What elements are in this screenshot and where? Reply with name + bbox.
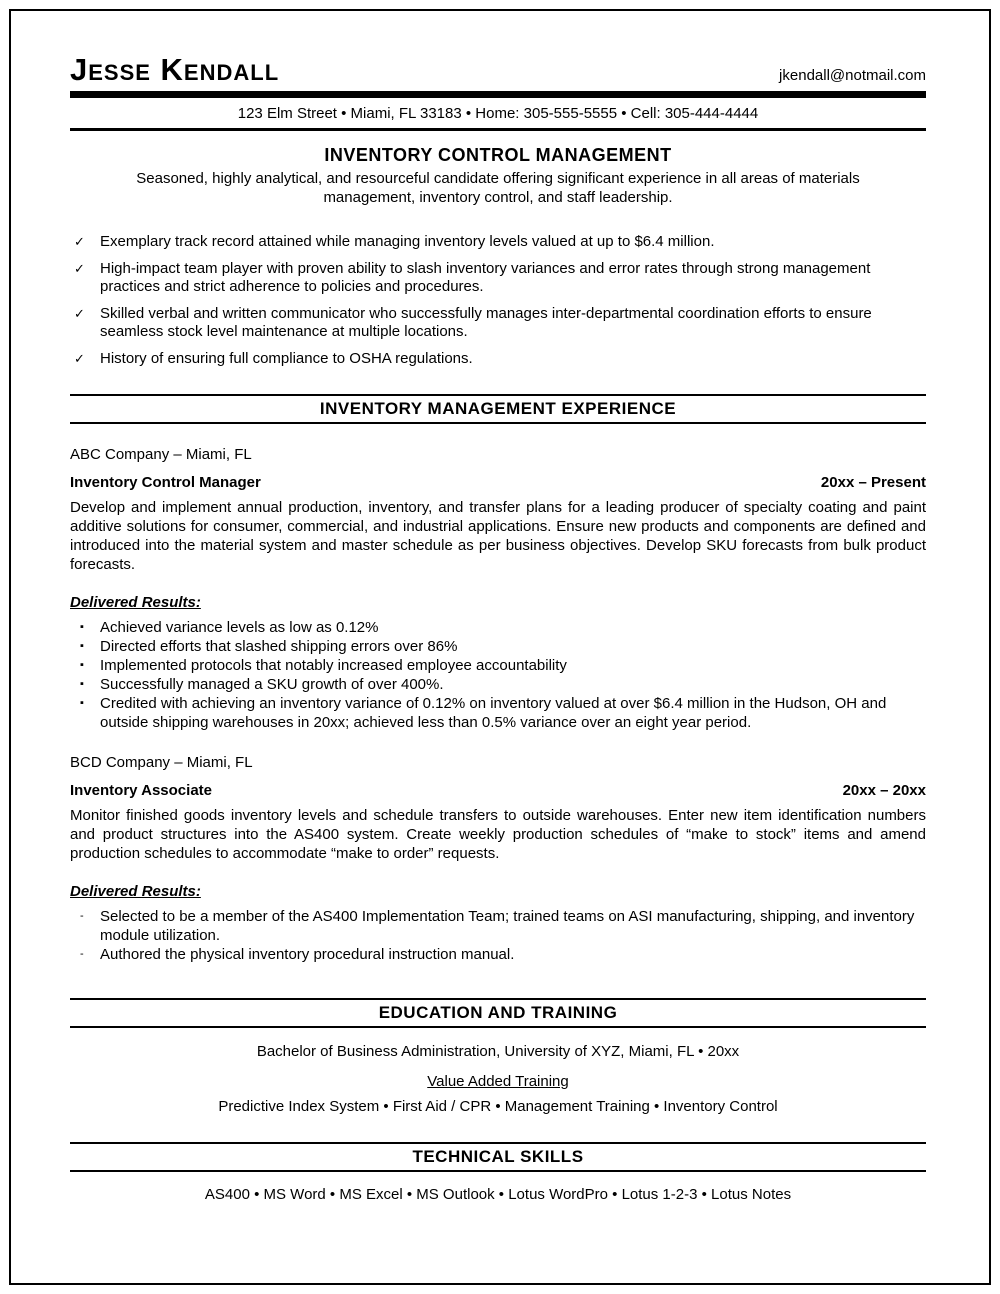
company-name: ABC Company – Miami, FL [70,445,252,463]
training-line: Predictive Index System • First Aid / CPR • Management Training • Inventory Control [218,1097,778,1115]
email-address: jkendall@notmail.com [779,66,926,84]
job-description: Develop and implement annual production, inventory, and transfer plans for a leading producer of specialty coating and paint additive solutions for consumer, commercial, and industrial applications. Ensure new products and components are defined and introduced into the material system and master schedule as per business objectives. Develop SKU forecasts from bulk product forecasts. [70,498,926,573]
results-list [70,618,926,732]
square-bullet-icon: ▪ [80,677,84,690]
section-title: INVENTORY MANAGEMENT EXPERIENCE [319,398,677,418]
job-description: Monitor finished goods inventory levels and schedule transfers to outside warehouses. Enter new item identification numbers and product structures into the AS400 system. Create weekly production schedules of “make to stock” items and amend production schedules to accommodate “make to order” requests. [70,806,926,862]
training-label: Value Added Training [427,1072,569,1090]
results-heading: Delivered Results: [70,882,201,900]
result-item [70,656,926,675]
degree-line: Bachelor of Business Administration, University of XYZ, Miami, FL • 20xx [256,1042,740,1060]
results-list [70,907,926,964]
divider-line [70,1026,926,1028]
result-item [70,694,926,732]
section-header-skills [70,1142,926,1172]
check-icon: ✓ [74,260,85,276]
section-title: TECHNICAL SKILLS [412,1146,584,1166]
result-item [70,637,926,656]
divider-line [70,1170,926,1172]
dash-bullet-icon: - [80,909,84,922]
header-thin-rule [70,128,926,131]
check-icon: ✓ [74,350,85,366]
result-item [70,675,926,694]
results-heading: Delivered Results: [70,593,201,611]
header [70,54,926,87]
header-thick-rule [70,91,926,98]
highlight-text: High-impact team player with proven ability to slash inventory variances and error rates through strong management practices and strict adherence to policies and procedures. [100,259,871,295]
square-bullet-icon: ▪ [80,639,84,652]
highlights-list [70,233,926,368]
highlight-item [70,260,926,296]
result-text: Authored the physical inventory procedural instruction manual. [100,945,515,963]
section-title: EDUCATION AND TRAINING [378,1002,618,1022]
contact-line: 123 Elm Street • Miami, FL 33183 • Home: 305-555-5555 • Cell: 305-444-4444 [237,104,759,122]
result-item [70,945,926,964]
dash-bullet-icon: - [80,947,84,960]
highlight-text: Skilled verbal and written communicator who successfully manages inter-departmental coordination efforts to ensure seamless stock level maintenance at multiple locations. [100,304,872,340]
objective-summary: Seasoned, highly analytical, and resourceful candidate offering significant experience in all areas of materials management, inventory control, and staff leadership. [136,169,860,206]
highlight-text: History of ensuring full compliance to OSHA regulations. [100,349,473,367]
highlight-item [70,350,926,368]
objective-title: INVENTORY CONTROL MANAGEMENT [324,144,672,165]
job-title-row [70,474,926,491]
result-text: Achieved variance levels as low as 0.12% [100,618,379,636]
result-text: Directed efforts that slashed shipping errors over 86% [100,637,458,655]
result-item [70,907,926,945]
square-bullet-icon: ▪ [80,696,84,709]
section-header-education [70,998,926,1028]
company-name: BCD Company – Miami, FL [70,753,253,771]
job-dates: 20xx – Present [820,473,926,491]
job-title: Inventory Control Manager [70,473,261,491]
highlight-item [70,233,926,251]
result-text: Selected to be a member of the AS400 Implementation Team; trained teams on ASI manufacturing, shipping, and inventory module utilization. [100,907,915,944]
highlight-text: Exemplary track record attained while managing inventory levels valued at up to $6.4 million. [100,232,715,250]
result-text: Implemented protocols that notably increased employee accountability [100,656,567,674]
highlight-item [70,305,926,341]
result-item [70,618,926,637]
check-icon: ✓ [74,233,85,249]
skills-line: AS400 • MS Word • MS Excel • MS Outlook • Lotus WordPro • Lotus 1-2-3 • Lotus Notes [204,1185,792,1203]
job-dates: 20xx – 20xx [842,781,926,799]
result-text: Successfully managed a SKU growth of over 400%. [100,675,444,693]
candidate-name: Jesse Kendall [70,52,280,87]
square-bullet-icon: ▪ [80,658,84,671]
check-icon: ✓ [74,305,85,321]
result-text: Credited with achieving an inventory variance of 0.12% on inventory valued at over $6.4 million in the Hudson, OH and outside shipping warehouses in 20xx; achieved less than 0.5% variance over an eight year period. [100,694,887,731]
job-title: Inventory Associate [70,781,212,799]
section-header-experience [70,394,926,424]
job-title-row [70,782,926,799]
square-bullet-icon: ▪ [80,620,84,633]
divider-line [70,422,926,424]
